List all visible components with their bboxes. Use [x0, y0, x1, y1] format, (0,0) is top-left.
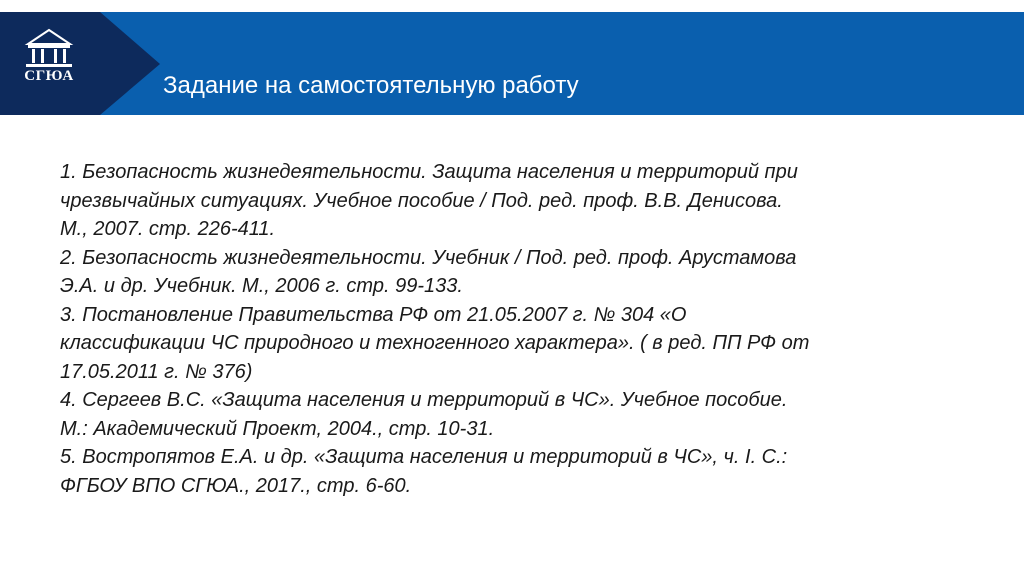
university-logo — [14, 20, 84, 102]
header-band — [0, 12, 1024, 115]
text-line: 5. Востропятов Е.А. и др. «Защита населения и территорий в ЧС», ч. I. С.: — [60, 446, 788, 468]
slide-title: Задание на самостоятельную работу — [163, 72, 579, 99]
text-line: 4. Сергеев В.С. «Защита населения и территорий в ЧС». Учебное пособие. — [60, 389, 788, 411]
text-line: чрезвычайных ситуациях. Учебное пособие / Под. ред. проф. В.В. Денисова. — [60, 189, 783, 212]
text-line: Э.А. и др. Учебник. М., 2006 г. стр. 99-133. — [60, 275, 463, 297]
text-line: 3. Постановление Правительства РФ от 21.05.2007 г. № 304 «О — [60, 303, 687, 326]
logo-text: СГЮА — [24, 68, 74, 84]
text-line: 1. Безопасность жизнедеятельности. Защита населения и территорий при — [60, 161, 798, 183]
text-line: ФГБОУ ВПО СГЮА., 2017., стр. 6-60. — [60, 474, 412, 497]
text-line: классификации ЧС природного и техногенного характера». ( в ред. ПП РФ от — [60, 332, 810, 354]
building-icon — [14, 20, 84, 70]
text-line: М.: Академический Проект, 2004., стр. 10-31. — [60, 417, 495, 440]
reference-list — [60, 158, 960, 500]
text-line: 2. Безопасность жизнедеятельности. Учебник / Под. ред. проф. Арустамова — [60, 246, 797, 269]
text-line: 17.05.2011 г. № 376) — [60, 360, 253, 383]
text-line: М., 2007. стр. 226-411. — [60, 218, 276, 240]
